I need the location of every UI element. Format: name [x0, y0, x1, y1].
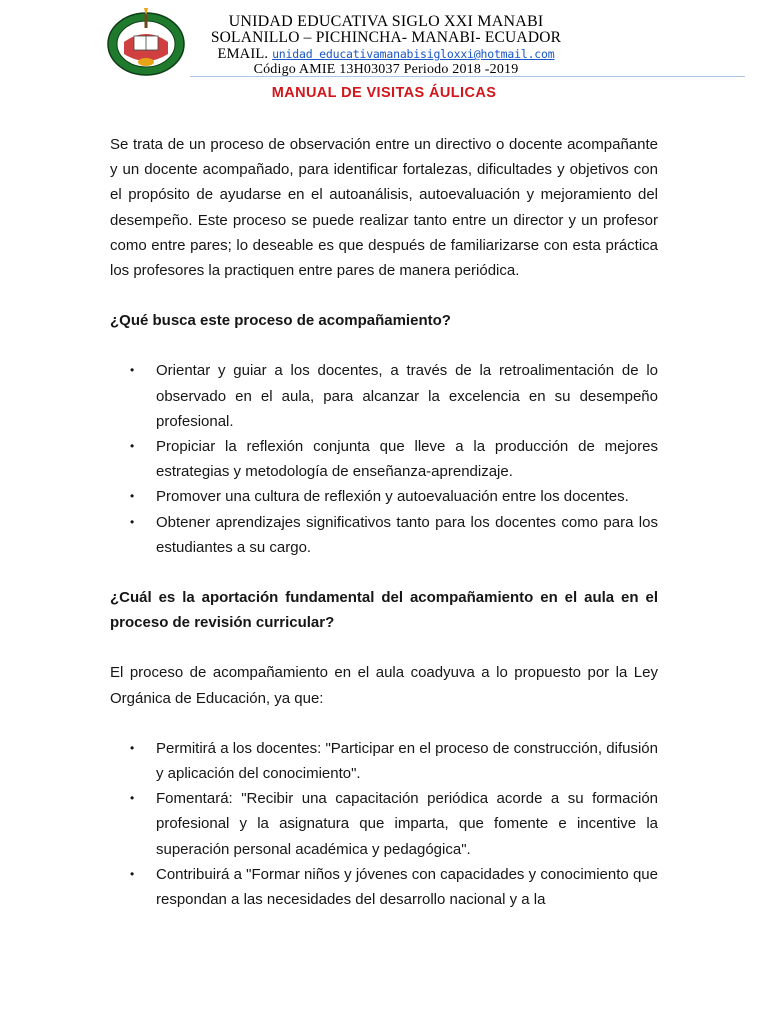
list-item: • Obtener aprendizajes significativos tanto para los docentes como para los estudiantes a su cargo. [110, 510, 658, 560]
bullet-icon: • [130, 363, 135, 378]
email-link[interactable]: unidad educativamanabisigloxxi@hotmail.com [272, 47, 555, 61]
email-label: EMAIL. [217, 46, 269, 62]
school-logo [104, 2, 188, 78]
email-line [196, 46, 576, 62]
header-divider [190, 76, 745, 77]
bullet-icon: • [130, 791, 135, 806]
list-item: • Fomentará: "Recibir una capacitación periódica acorde a su formación profesional y la asignatura que imparta, que fomente e incentive la superación personal académica y pedagógica". [110, 786, 658, 862]
intro-paragraph: Se trata de un proceso de observación entre un directivo o docente acompañante y un docente acompañado, para identificar fortalezas, dificultades y objetivos con el propósito de ayudarse en el autoanálisis, autoevaluación y mejoramiento del desempeño. Este proceso se puede realizar tanto entre un director y un profesor como entre pares; lo deseable es que después de familiarizarse con esta práctica los profesores la practiquen entre pares de manera periódica. [110, 136, 658, 280]
question-heading-2: ¿Cuál es la aportación fundamental del acompañamiento en el aula en el proceso de revisión curricular? [110, 589, 658, 632]
bullet-icon: • [130, 866, 135, 881]
document-title: MANUAL DE VISITAS ÁULICAS [271, 85, 497, 101]
school-location: SOLANILLO – PICHINCHA- MANABI- ECUADOR [210, 29, 562, 46]
list-item: • Orientar y guiar a los docentes, a través de la retroalimentación de lo observado en el aula, para alcanzar la excelencia en su desempeño profesional. [110, 358, 658, 434]
bullet-list-1 [110, 358, 658, 560]
list-item: • Propiciar la reflexión conjunta que lleve a la producción de mejores estrategias y metodología de enseñanza-aprendizaje. [110, 434, 658, 484]
law-paragraph: El proceso de acompañamiento en el aula coadyuva a lo propuesto por la Ley Orgánica de Educación, ya que: [110, 664, 658, 707]
bullet-icon: • [130, 514, 135, 529]
list-item: • Promover una cultura de reflexión y autoevaluación entre los docentes. [110, 484, 658, 509]
bullet-list-2 [110, 736, 658, 912]
document-body [110, 132, 658, 937]
bullet-icon: • [130, 439, 135, 454]
bullet-icon: • [130, 740, 135, 755]
bullet-icon: • [130, 489, 135, 504]
letterhead [196, 14, 576, 78]
school-name: UNIDAD EDUCATIVA SIGLO XXI MANABI [228, 13, 544, 30]
list-item: • Contribuirá a "Formar niños y jóvenes con capacidades y conocimiento que respondan a las necesidades del desarrollo nacional y a la [110, 862, 658, 912]
question-heading-1: ¿Qué busca este proceso de acompañamiento? [110, 312, 451, 330]
list-item: • Permitirá a los docentes: "Participar en el proceso de construcción, difusión y aplicación del conocimiento". [110, 736, 658, 786]
amie-period-line: Código AMIE 13H03037 Periodo 2018 -2019 [253, 62, 519, 77]
